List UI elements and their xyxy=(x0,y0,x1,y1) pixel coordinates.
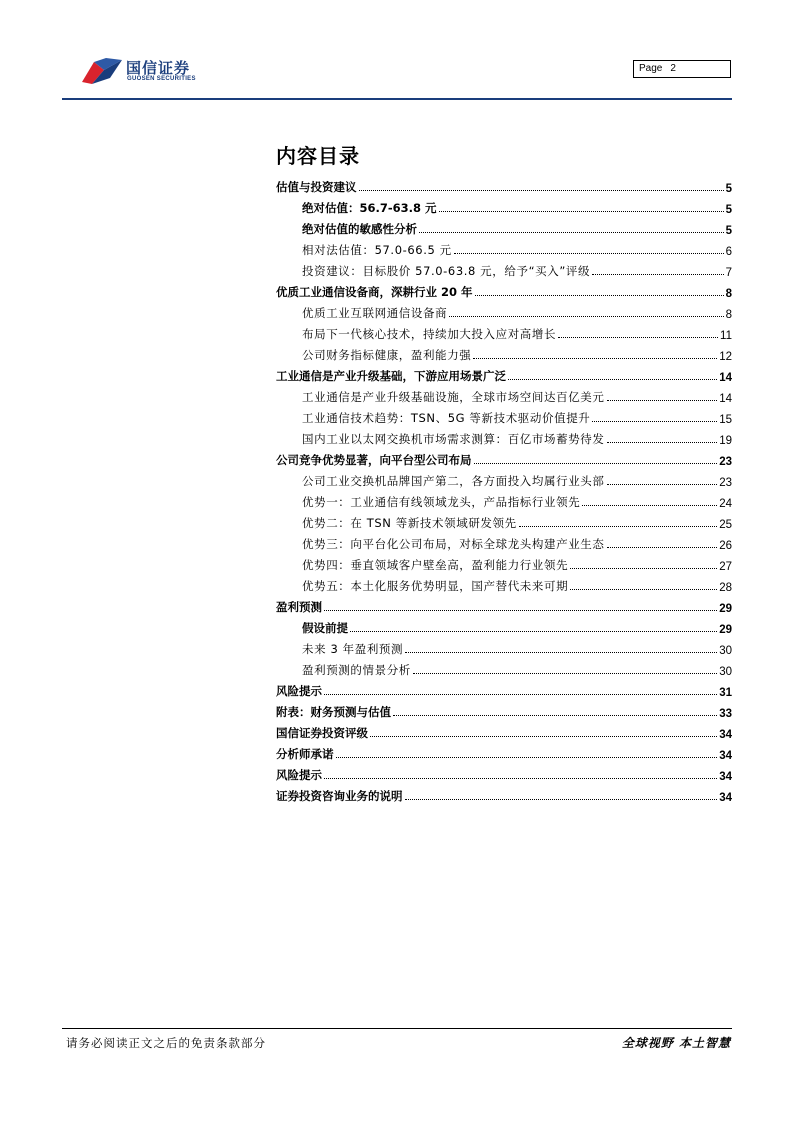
toc-entry-label: 工业通信是产业升级基础设施，全球市场空间达百亿美元 xyxy=(302,390,605,404)
toc-entry-page: 30 xyxy=(719,666,732,678)
toc-entry-label: 优势三：向平台化公司布局，对标全球龙头构建产业生态 xyxy=(302,537,605,551)
toc-leader-dots xyxy=(474,463,718,464)
toc-entry-page: 19 xyxy=(719,435,732,447)
toc-leader-dots xyxy=(607,547,718,548)
toc-entry-page: 12 xyxy=(719,351,732,363)
toc-leader-dots xyxy=(413,673,717,674)
toc-leader-dots xyxy=(473,358,717,359)
toc-leader-dots xyxy=(405,799,718,800)
toc-leader-dots xyxy=(324,694,717,695)
toc-entry[interactable] xyxy=(276,237,732,258)
toc-entry[interactable] xyxy=(276,300,732,321)
toc-leader-dots xyxy=(570,589,717,590)
toc-entry-label: 优质工业互联网通信设备商 xyxy=(302,306,448,320)
toc-entry[interactable] xyxy=(276,657,732,678)
toc-entry[interactable] xyxy=(276,405,732,426)
toc-leader-dots xyxy=(449,316,723,317)
toc-entry-page: 23 xyxy=(719,477,732,489)
toc-entry[interactable] xyxy=(276,195,732,216)
toc-entry[interactable] xyxy=(276,678,732,699)
toc-entry[interactable] xyxy=(276,363,732,384)
toc-entry[interactable] xyxy=(276,636,732,657)
page-number: 2 xyxy=(670,63,676,74)
toc-leader-dots xyxy=(519,526,717,527)
toc-entry-page: 34 xyxy=(719,792,732,804)
toc-entry[interactable] xyxy=(276,174,732,195)
toc-entry[interactable] xyxy=(276,468,732,489)
toc-entry[interactable] xyxy=(276,762,732,783)
toc-entry[interactable] xyxy=(276,447,732,468)
toc-entry-label: 公司工业交换机品牌国产第二，各方面投入均属行业头部 xyxy=(302,474,605,488)
toc-entry[interactable] xyxy=(276,720,732,741)
toc-entry-page: 14 xyxy=(719,393,732,405)
toc-entry[interactable] xyxy=(276,258,732,279)
toc-entry[interactable] xyxy=(276,699,732,720)
page-indicator xyxy=(633,60,731,78)
toc-entry-label: 公司竞争优势显著，向平台型公司布局 xyxy=(276,453,472,467)
toc-entry[interactable] xyxy=(276,510,732,531)
toc-leader-dots xyxy=(359,190,724,191)
toc-entry-page: 34 xyxy=(719,771,732,783)
toc-entry-label: 风险提示 xyxy=(276,768,322,782)
toc-leader-dots xyxy=(393,715,717,716)
toc-leader-dots xyxy=(350,631,717,632)
guosen-logo-icon xyxy=(80,56,124,86)
toc-leader-dots xyxy=(370,736,717,737)
toc-leader-dots xyxy=(570,568,717,569)
toc-entry-label: 公司财务指标健康，盈利能力强 xyxy=(302,348,472,362)
toc-entry-page: 11 xyxy=(720,330,732,342)
logo-english-name: GUOSEN SECURITIES xyxy=(127,76,196,82)
toc-entry-label: 分析师承诺 xyxy=(276,747,334,761)
toc-leader-dots xyxy=(454,253,724,254)
toc-leader-dots xyxy=(508,379,717,380)
toc-leader-dots xyxy=(475,295,724,296)
toc-entry-label: 盈利预测 xyxy=(276,600,322,614)
toc-entry-label: 附表：财务预测与估值 xyxy=(276,705,391,719)
toc-entry-label: 国内工业以太网交换机市场需求测算：百亿市场蓄势待发 xyxy=(302,432,605,446)
toc-entry[interactable] xyxy=(276,531,732,552)
toc-leader-dots xyxy=(324,610,717,611)
toc-entry-page: 8 xyxy=(725,309,732,321)
guosen-logo xyxy=(80,56,210,86)
toc-entry[interactable] xyxy=(276,342,732,363)
toc-entry-page: 5 xyxy=(725,204,732,216)
toc-entry-label: 相对法估值：57.0-66.5 元 xyxy=(302,243,452,257)
toc-entry-label: 工业通信是产业升级基础，下游应用场景广泛 xyxy=(276,369,506,383)
toc-leader-dots xyxy=(336,757,718,758)
toc-leader-dots xyxy=(324,778,717,779)
logo-chinese-name: 国信证券 xyxy=(126,59,191,77)
toc-leader-dots xyxy=(592,421,717,422)
toc-entry[interactable] xyxy=(276,279,732,300)
toc-entry-page: 14 xyxy=(719,372,732,384)
toc-entry[interactable] xyxy=(276,552,732,573)
toc-entry[interactable] xyxy=(276,573,732,594)
toc-entry-page: 23 xyxy=(719,456,732,468)
toc-entry[interactable] xyxy=(276,321,732,342)
toc-entry-page: 24 xyxy=(719,498,732,510)
toc-entry-page: 5 xyxy=(725,183,732,195)
footer-divider xyxy=(62,1028,732,1029)
toc-entry-page: 15 xyxy=(719,414,732,426)
toc-title: 内容目录 xyxy=(276,144,360,168)
toc-entry-page: 34 xyxy=(719,729,732,741)
toc-leader-dots xyxy=(439,211,724,212)
toc-entry-label: 绝对估值的敏感性分析 xyxy=(302,222,417,236)
header-divider xyxy=(62,98,732,100)
toc-entry-page: 27 xyxy=(719,561,732,573)
toc-entry-page: 6 xyxy=(725,246,732,258)
toc-entry-page: 29 xyxy=(719,603,732,615)
toc-leader-dots xyxy=(582,505,717,506)
toc-leader-dots xyxy=(405,652,717,653)
toc-entry[interactable] xyxy=(276,489,732,510)
toc-entry-label: 优势一：工业通信有线领域龙头，产品指标行业领先 xyxy=(302,495,581,509)
toc-entry-label: 证券投资咨询业务的说明 xyxy=(276,789,403,803)
toc-entry[interactable] xyxy=(276,615,732,636)
toc-entry-page: 25 xyxy=(719,519,732,531)
toc-entry-page: 8 xyxy=(725,288,732,300)
toc-entry[interactable] xyxy=(276,741,732,762)
toc-entry-label: 盈利预测的情景分析 xyxy=(302,663,411,677)
toc-entry-label: 估值与投资建议 xyxy=(276,180,357,194)
toc-entry-label: 未来 3 年盈利预测 xyxy=(302,642,404,656)
toc-leader-dots xyxy=(607,400,718,401)
toc-entry-label: 优势二：在 TSN 等新技术领域研发领先 xyxy=(302,516,517,530)
toc-entry-page: 26 xyxy=(719,540,732,552)
toc-entry-page: 34 xyxy=(719,750,732,762)
toc-leader-dots xyxy=(419,232,724,233)
toc-entry-page: 28 xyxy=(719,582,732,594)
page-header xyxy=(0,0,793,100)
toc-entry[interactable] xyxy=(276,783,732,804)
toc-entry-label: 优势四：垂直领域客户壁垒高，盈利能力行业领先 xyxy=(302,558,569,572)
footer-slogan: 全球视野 本土智慧 xyxy=(621,1036,731,1050)
toc-entry-label: 优势五：本土化服务优势明显，国产替代未来可期 xyxy=(302,579,569,593)
toc-leader-dots xyxy=(607,484,718,485)
toc-entry-label: 工业通信技术趋势：TSN、5G 等新技术驱动价值提升 xyxy=(302,411,591,425)
toc-entry-label: 国信证券投资评级 xyxy=(276,726,368,740)
toc-leader-dots xyxy=(607,442,718,443)
toc-entry-label: 布局下一代核心技术，持续加大投入应对高增长 xyxy=(302,327,557,341)
toc-entry-page: 33 xyxy=(719,708,732,720)
toc-entry-page: 30 xyxy=(719,645,732,657)
toc-entry-page: 5 xyxy=(725,225,732,237)
toc-entry-label: 绝对估值：56.7-63.8 元 xyxy=(302,201,437,215)
footer-disclaimer: 请务必阅读正文之后的免责条款部分 xyxy=(66,1036,266,1050)
toc-entry-page: 29 xyxy=(719,624,732,636)
table-of-contents xyxy=(276,174,732,804)
toc-entry[interactable] xyxy=(276,216,732,237)
page-label: Page xyxy=(639,63,663,74)
toc-entry-label: 假设前提 xyxy=(302,621,348,635)
toc-entry[interactable] xyxy=(276,384,732,405)
toc-entry-page: 31 xyxy=(719,687,732,699)
toc-leader-dots xyxy=(592,274,724,275)
toc-entry[interactable] xyxy=(276,594,732,615)
toc-entry-page: 7 xyxy=(725,267,732,279)
toc-leader-dots xyxy=(558,337,718,338)
toc-entry[interactable] xyxy=(276,426,732,447)
toc-entry-label: 优质工业通信设备商，深耕行业 20 年 xyxy=(276,285,473,299)
toc-entry-label: 风险提示 xyxy=(276,684,322,698)
toc-entry-label: 投资建议：目标股价 57.0-63.8 元，给予“买入”评级 xyxy=(302,264,591,278)
